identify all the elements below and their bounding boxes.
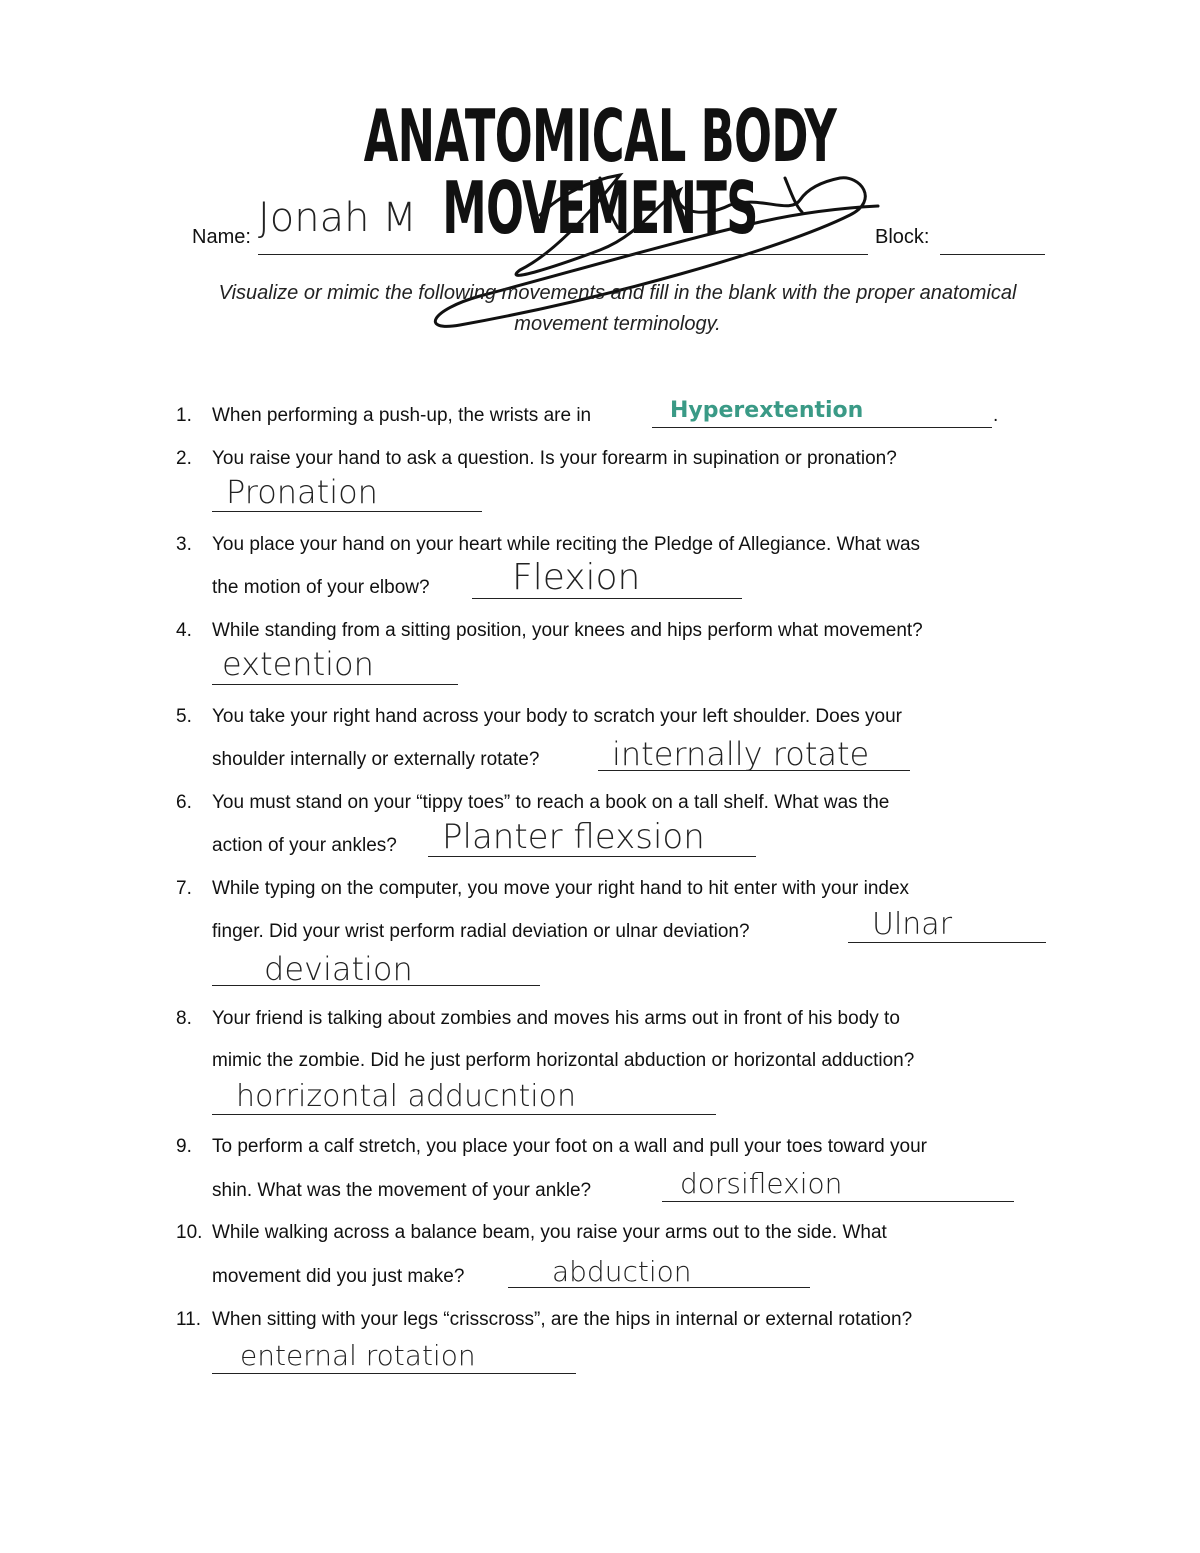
answer-9: dorsiflexion	[680, 1167, 843, 1200]
question-7-text-line-1: While typing on the computer, you move your right hand to hit enter with your index	[212, 878, 910, 899]
answer-1: Hyperextention	[670, 398, 864, 423]
question-9-text-line-2: shin. What was the movement of your ankle?	[212, 1180, 592, 1201]
question-1-period: .	[993, 405, 999, 426]
question-number: 9.	[176, 1136, 192, 1157]
question-6-text-line-1: You must stand on your “tippy toes” to reach a book on a tall shelf. What was the	[212, 792, 890, 813]
answer-7-line-1[interactable]	[848, 942, 1046, 943]
question-7-text-line-2: finger. Did your wrist perform radial deviation or ulnar deviation?	[212, 921, 750, 942]
question-3-text-line-1: You place your hand on your heart while reciting the Pledge of Allegiance. What was	[212, 534, 921, 555]
question-1-text: When performing a push-up, the wrists are in	[212, 405, 592, 426]
question-number: 1.	[176, 405, 192, 426]
question-2-text: You raise your hand to ask a question. Is your forearm in supination or pronation?	[212, 448, 897, 469]
question-9-text-line-1: To perform a calf stretch, you place your foot on a wall and pull your toes toward your	[212, 1136, 927, 1157]
answer-5: internally rotate	[612, 735, 870, 773]
question-number: 3.	[176, 534, 192, 555]
worksheet-title: ANATOMICAL BODY MOVEMENTS	[363, 94, 837, 250]
answer-7-part-1: Ulnar	[872, 907, 953, 942]
question-number: 5.	[176, 706, 192, 727]
question-5-text-line-2: shoulder internally or externally rotate?	[212, 749, 540, 770]
question-10-text-line-2: movement did you just make?	[212, 1266, 465, 1287]
question-number: 10.	[176, 1222, 203, 1243]
answer-3-line[interactable]	[472, 598, 742, 599]
answer-8: horrizontal adducntion	[236, 1079, 576, 1114]
answer-10: abduction	[552, 1255, 692, 1288]
question-6-text-line-2: action of your ankles?	[212, 835, 397, 856]
question-number: 2.	[176, 448, 192, 469]
answer-1-line[interactable]	[652, 427, 992, 428]
answer-2-line[interactable]	[212, 511, 482, 512]
name-value: Jonah M	[258, 195, 417, 241]
question-8-text-line-1: Your friend is talking about zombies and moves his arms out in front of his body to	[212, 1008, 900, 1029]
answer-9-line[interactable]	[662, 1201, 1014, 1202]
answer-8-line[interactable]	[212, 1114, 716, 1115]
answer-4-line[interactable]	[212, 684, 458, 685]
block-label: Block:	[875, 226, 930, 248]
question-4-text: While standing from a sitting position, your knees and hips perform what movement?	[212, 620, 923, 641]
question-number: 6.	[176, 792, 192, 813]
answer-7-part-2: deviation	[264, 950, 413, 988]
answer-3: Flexion	[512, 557, 641, 598]
answer-2: Pronation	[226, 473, 378, 511]
question-11-text: When sitting with your legs “crisscross”, are the hips in internal or external rotation?	[212, 1309, 913, 1330]
name-field-line[interactable]	[258, 254, 868, 255]
answer-11: enternal rotation	[240, 1339, 476, 1372]
instructions: Visualize or mimic the following movements and fill in the blank with the proper anatomical movement terminology.	[218, 282, 1017, 335]
question-number: 11.	[176, 1309, 202, 1330]
name-label: Name:	[192, 226, 251, 248]
answer-6: Planter flexsion	[442, 817, 705, 857]
question-number: 7.	[176, 878, 192, 899]
question-3-text-line-2: the motion of your elbow?	[212, 577, 430, 598]
question-5-text-line-1: You take your right hand across your body to scratch your left shoulder. Does your	[212, 706, 903, 727]
question-8-text-line-2: mimic the zombie. Did he just perform horizontal abduction or horizontal adduction?	[212, 1050, 915, 1071]
question-number: 8.	[176, 1008, 192, 1029]
question-10-text-line-1: While walking across a balance beam, you raise your arms out to the side. What	[212, 1222, 887, 1243]
answer-4: extention	[222, 645, 374, 683]
question-number: 4.	[176, 620, 192, 641]
block-field-line[interactable]	[940, 254, 1045, 255]
answer-11-line[interactable]	[212, 1373, 576, 1374]
